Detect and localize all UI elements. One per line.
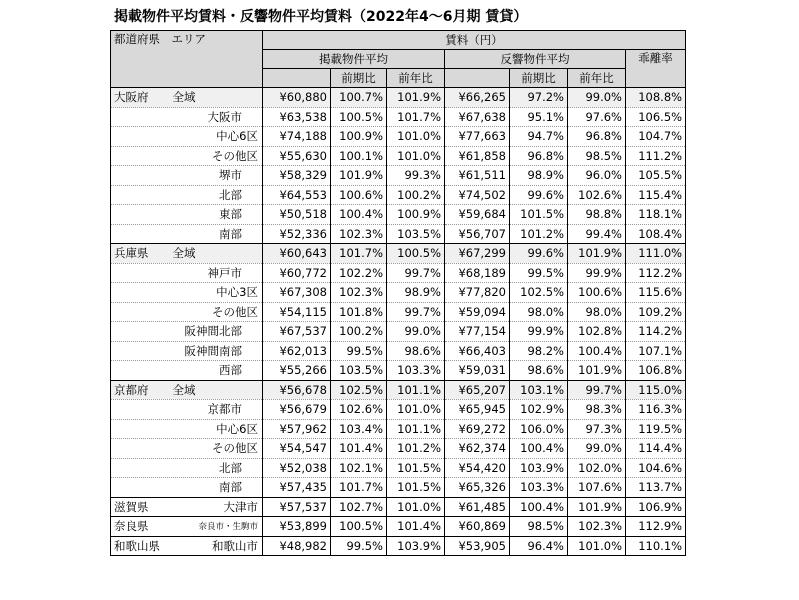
header-response-qoq: 前期比 (510, 69, 568, 88)
response-yoy-cell: 107.6% (568, 478, 626, 498)
listing-qoq-cell: 99.5% (331, 536, 387, 556)
area-cell (111, 497, 263, 517)
prefecture-label: 兵庫県 (114, 246, 149, 261)
response-rent-cell: ¥67,638 (445, 107, 510, 127)
response-yoy-cell: 98.8% (568, 205, 626, 225)
table-title: 掲載物件平均賃料・反響物件平均賃料（2022年4～6月期 賃貸） (114, 9, 528, 25)
listing-yoy-cell: 101.0% (387, 497, 445, 517)
rent-table (110, 30, 686, 556)
area-cell (111, 146, 263, 166)
area-label: 京都市 (207, 402, 242, 417)
area-cell (111, 536, 263, 556)
response-qoq-cell: 95.1% (510, 107, 568, 127)
header-response: 反響物件平均 (445, 50, 626, 69)
table-row (111, 341, 686, 361)
response-yoy-cell: 101.9% (568, 361, 626, 381)
response-qoq-cell: 101.5% (510, 205, 568, 225)
area-label: 東部 (219, 207, 242, 222)
area-label: 阪神間南部 (184, 343, 242, 358)
response-qoq-cell: 98.0% (510, 302, 568, 322)
listing-rent-cell: ¥58,329 (263, 166, 331, 186)
table-row (111, 400, 686, 420)
listing-qoq-cell: 102.5% (331, 380, 387, 400)
gap-rate-cell: 119.5% (626, 419, 686, 439)
table-row (111, 322, 686, 342)
gap-rate-cell: 111.2% (626, 146, 686, 166)
header-listing-yoy: 前年比 (387, 69, 445, 88)
listing-qoq-cell: 101.7% (331, 244, 387, 264)
response-rent-cell: ¥62,374 (445, 439, 510, 459)
area-cell (111, 458, 263, 478)
area-cell (111, 244, 263, 264)
gap-rate-cell: 104.6% (626, 458, 686, 478)
listing-yoy-cell: 100.9% (387, 205, 445, 225)
gap-rate-cell: 108.4% (626, 224, 686, 244)
response-yoy-cell: 99.7% (568, 380, 626, 400)
listing-yoy-cell: 99.7% (387, 302, 445, 322)
response-qoq-cell: 99.6% (510, 185, 568, 205)
listing-rent-cell: ¥60,772 (263, 263, 331, 283)
response-qoq-cell: 98.6% (510, 361, 568, 381)
response-rent-cell: ¥59,094 (445, 302, 510, 322)
response-yoy-cell: 96.0% (568, 166, 626, 186)
listing-qoq-cell: 101.8% (331, 302, 387, 322)
response-rent-cell: ¥61,511 (445, 166, 510, 186)
gap-rate-cell: 110.1% (626, 536, 686, 556)
gap-rate-cell: 114.2% (626, 322, 686, 342)
area-label: 北部 (219, 460, 242, 475)
listing-rent-cell: ¥64,553 (263, 185, 331, 205)
listing-yoy-cell: 101.9% (387, 88, 445, 108)
gap-rate-cell: 109.2% (626, 302, 686, 322)
header-gap: 乖離率 (626, 50, 686, 88)
response-rent-cell: ¥77,154 (445, 322, 510, 342)
response-qoq-cell: 101.2% (510, 224, 568, 244)
prefecture-label: 和歌山県 (114, 538, 160, 553)
response-qoq-cell: 103.3% (510, 478, 568, 498)
response-rent-cell: ¥65,207 (445, 380, 510, 400)
listing-rent-cell: ¥60,880 (263, 88, 331, 108)
listing-rent-cell: ¥53,899 (263, 517, 331, 537)
response-rent-cell: ¥77,663 (445, 127, 510, 147)
response-rent-cell: ¥56,707 (445, 224, 510, 244)
gap-rate-cell: 115.6% (626, 283, 686, 303)
area-label: 全域 (172, 90, 196, 105)
area-cell (111, 107, 263, 127)
listing-yoy-cell: 98.9% (387, 283, 445, 303)
listing-yoy-cell: 100.5% (387, 244, 445, 264)
response-rent-cell: ¥67,299 (445, 244, 510, 264)
area-cell (111, 166, 263, 186)
response-rent-cell: ¥65,945 (445, 400, 510, 420)
response-rent-cell: ¥65,326 (445, 478, 510, 498)
gap-rate-cell: 114.4% (626, 439, 686, 459)
response-yoy-cell: 97.6% (568, 107, 626, 127)
listing-qoq-cell: 99.5% (331, 341, 387, 361)
response-yoy-cell: 100.6% (568, 283, 626, 303)
response-yoy-cell: 97.3% (568, 419, 626, 439)
listing-rent-cell: ¥56,678 (263, 380, 331, 400)
response-rent-cell: ¥66,403 (445, 341, 510, 361)
response-yoy-cell: 100.4% (568, 341, 626, 361)
listing-rent-cell: ¥62,013 (263, 341, 331, 361)
response-qoq-cell: 102.9% (510, 400, 568, 420)
response-rent-cell: ¥54,420 (445, 458, 510, 478)
response-rent-cell: ¥59,684 (445, 205, 510, 225)
listing-yoy-cell: 100.2% (387, 185, 445, 205)
listing-qoq-cell: 102.6% (331, 400, 387, 420)
area-cell (111, 380, 263, 400)
table-row (111, 517, 686, 537)
response-qoq-cell: 96.4% (510, 536, 568, 556)
area-label: 堺市 (219, 168, 242, 183)
response-rent-cell: ¥66,265 (445, 88, 510, 108)
area-label: その他区 (212, 148, 258, 163)
header-listing-qoq: 前期比 (331, 69, 387, 88)
response-yoy-cell: 99.0% (568, 88, 626, 108)
listing-rent-cell: ¥55,266 (263, 361, 331, 381)
listing-qoq-cell: 100.2% (331, 322, 387, 342)
listing-yoy-cell: 101.0% (387, 146, 445, 166)
response-rent-cell: ¥53,905 (445, 536, 510, 556)
listing-qoq-cell: 101.7% (331, 478, 387, 498)
area-label: 南部 (219, 480, 242, 495)
area-cell (111, 341, 263, 361)
header-rent: 賃料（円） (263, 31, 686, 50)
response-qoq-cell: 94.7% (510, 127, 568, 147)
table-row (111, 263, 686, 283)
response-rent-cell: ¥59,031 (445, 361, 510, 381)
area-cell (111, 185, 263, 205)
response-yoy-cell: 98.3% (568, 400, 626, 420)
table-row (111, 458, 686, 478)
listing-yoy-cell: 101.5% (387, 478, 445, 498)
listing-qoq-cell: 102.3% (331, 224, 387, 244)
listing-rent-cell: ¥57,962 (263, 419, 331, 439)
listing-yoy-cell: 99.7% (387, 263, 445, 283)
table-row (111, 283, 686, 303)
gap-rate-cell: 106.8% (626, 361, 686, 381)
response-rent-cell: ¥61,485 (445, 497, 510, 517)
response-qoq-cell: 100.4% (510, 439, 568, 459)
table-row (111, 380, 686, 400)
response-qoq-cell: 98.5% (510, 517, 568, 537)
gap-rate-cell: 108.8% (626, 88, 686, 108)
table-row (111, 439, 686, 459)
listing-yoy-cell: 101.1% (387, 380, 445, 400)
response-qoq-cell: 103.9% (510, 458, 568, 478)
listing-rent-cell: ¥55,630 (263, 146, 331, 166)
table-row (111, 361, 686, 381)
response-rent-cell: ¥74,502 (445, 185, 510, 205)
gap-rate-cell: 111.0% (626, 244, 686, 264)
gap-rate-cell: 115.0% (626, 380, 686, 400)
listing-qoq-cell: 101.9% (331, 166, 387, 186)
area-label: 阪神間北部 (184, 324, 242, 339)
response-qoq-cell: 100.4% (510, 497, 568, 517)
gap-rate-cell: 116.3% (626, 400, 686, 420)
listing-rent-cell: ¥60,643 (263, 244, 331, 264)
listing-qoq-cell: 100.6% (331, 185, 387, 205)
listing-qoq-cell: 103.5% (331, 361, 387, 381)
area-label: 南部 (219, 226, 242, 241)
response-qoq-cell: 106.0% (510, 419, 568, 439)
table-row (111, 166, 686, 186)
response-yoy-cell: 99.0% (568, 439, 626, 459)
listing-yoy-cell: 101.1% (387, 419, 445, 439)
area-cell (111, 88, 263, 108)
area-label: 中心6区 (216, 421, 258, 436)
listing-rent-cell: ¥74,188 (263, 127, 331, 147)
response-yoy-cell: 98.5% (568, 146, 626, 166)
response-qoq-cell: 103.1% (510, 380, 568, 400)
table-row (111, 127, 686, 147)
response-yoy-cell: 99.4% (568, 224, 626, 244)
response-yoy-cell: 101.9% (568, 244, 626, 264)
listing-yoy-cell: 99.3% (387, 166, 445, 186)
area-label: 中心6区 (216, 129, 258, 144)
area-label: その他区 (212, 441, 258, 456)
area-cell (111, 517, 263, 537)
response-rent-cell: ¥68,189 (445, 263, 510, 283)
table-row (111, 244, 686, 264)
area-cell (111, 419, 263, 439)
listing-rent-cell: ¥52,038 (263, 458, 331, 478)
listing-qoq-cell: 102.7% (331, 497, 387, 517)
area-label: その他区 (212, 304, 258, 319)
area-label: 中心3区 (216, 285, 258, 300)
listing-yoy-cell: 101.5% (387, 458, 445, 478)
header-response-blank (445, 69, 510, 88)
listing-qoq-cell: 100.5% (331, 517, 387, 537)
area-cell (111, 263, 263, 283)
response-rent-cell: ¥61,858 (445, 146, 510, 166)
response-yoy-cell: 102.6% (568, 185, 626, 205)
area-label: 西部 (219, 363, 242, 378)
prefecture-label: 奈良県 (114, 519, 149, 534)
gap-rate-cell: 112.9% (626, 517, 686, 537)
listing-yoy-cell: 99.0% (387, 322, 445, 342)
area-cell (111, 322, 263, 342)
table-row (111, 205, 686, 225)
listing-rent-cell: ¥56,679 (263, 400, 331, 420)
response-rent-cell: ¥69,272 (445, 419, 510, 439)
area-label: 北部 (219, 187, 242, 202)
listing-qoq-cell: 102.3% (331, 283, 387, 303)
listing-rent-cell: ¥57,537 (263, 497, 331, 517)
listing-yoy-cell: 103.3% (387, 361, 445, 381)
listing-yoy-cell: 103.9% (387, 536, 445, 556)
gap-rate-cell: 112.2% (626, 263, 686, 283)
listing-rent-cell: ¥63,538 (263, 107, 331, 127)
gap-rate-cell: 118.1% (626, 205, 686, 225)
response-rent-cell: ¥77,820 (445, 283, 510, 303)
response-yoy-cell: 101.0% (568, 536, 626, 556)
listing-rent-cell: ¥54,547 (263, 439, 331, 459)
listing-qoq-cell: 100.9% (331, 127, 387, 147)
response-qoq-cell: 96.8% (510, 146, 568, 166)
area-cell (111, 439, 263, 459)
table-row (111, 224, 686, 244)
response-qoq-cell: 98.2% (510, 341, 568, 361)
response-yoy-cell: 101.9% (568, 497, 626, 517)
area-cell (111, 224, 263, 244)
table-row (111, 107, 686, 127)
listing-qoq-cell: 102.1% (331, 458, 387, 478)
prefecture-label: 滋賀県 (114, 499, 149, 514)
response-yoy-cell: 99.9% (568, 263, 626, 283)
response-yoy-cell: 102.0% (568, 458, 626, 478)
listing-rent-cell: ¥57,435 (263, 478, 331, 498)
gap-rate-cell: 107.1% (626, 341, 686, 361)
listing-yoy-cell: 101.0% (387, 127, 445, 147)
gap-rate-cell: 106.5% (626, 107, 686, 127)
listing-yoy-cell: 101.0% (387, 400, 445, 420)
table-row (111, 88, 686, 108)
listing-qoq-cell: 100.4% (331, 205, 387, 225)
gap-rate-cell: 104.7% (626, 127, 686, 147)
table-row (111, 146, 686, 166)
table-row (111, 536, 686, 556)
area-label: 奈良市・生駒市 (198, 522, 258, 533)
response-qoq-cell: 99.5% (510, 263, 568, 283)
response-rent-cell: ¥60,869 (445, 517, 510, 537)
listing-rent-cell: ¥67,308 (263, 283, 331, 303)
listing-qoq-cell: 102.2% (331, 263, 387, 283)
table-row (111, 497, 686, 517)
response-qoq-cell: 102.5% (510, 283, 568, 303)
area-cell (111, 478, 263, 498)
listing-qoq-cell: 100.7% (331, 88, 387, 108)
listing-yoy-cell: 103.5% (387, 224, 445, 244)
header-listing: 掲載物件平均 (263, 50, 445, 69)
listing-yoy-cell: 101.7% (387, 107, 445, 127)
gap-rate-cell: 105.5% (626, 166, 686, 186)
gap-rate-cell: 106.9% (626, 497, 686, 517)
response-qoq-cell: 97.2% (510, 88, 568, 108)
response-qoq-cell: 99.9% (510, 322, 568, 342)
area-label: 神戸市 (207, 265, 242, 280)
response-yoy-cell: 102.8% (568, 322, 626, 342)
response-qoq-cell: 98.9% (510, 166, 568, 186)
area-cell (111, 205, 263, 225)
area-cell (111, 283, 263, 303)
gap-rate-cell: 115.4% (626, 185, 686, 205)
area-label: 全域 (172, 382, 196, 397)
listing-rent-cell: ¥48,982 (263, 536, 331, 556)
response-yoy-cell: 96.8% (568, 127, 626, 147)
listing-rent-cell: ¥54,115 (263, 302, 331, 322)
prefecture-label: 大阪府 (114, 90, 149, 105)
table-row (111, 419, 686, 439)
area-label: 全域 (172, 246, 196, 261)
listing-qoq-cell: 100.1% (331, 146, 387, 166)
area-label: 大阪市 (207, 109, 242, 124)
prefecture-label: 京都府 (114, 382, 149, 397)
area-label: 大津市 (223, 499, 258, 514)
area-cell (111, 302, 263, 322)
listing-qoq-cell: 101.4% (331, 439, 387, 459)
area-label: 和歌山市 (212, 538, 258, 553)
header-response-yoy: 前年比 (568, 69, 626, 88)
response-yoy-cell: 98.0% (568, 302, 626, 322)
table-row (111, 478, 686, 498)
listing-rent-cell: ¥50,518 (263, 205, 331, 225)
response-qoq-cell: 99.6% (510, 244, 568, 264)
response-yoy-cell: 102.3% (568, 517, 626, 537)
header-area: 都道府県 エリア (111, 31, 263, 88)
listing-rent-cell: ¥67,537 (263, 322, 331, 342)
area-cell (111, 361, 263, 381)
listing-yoy-cell: 101.2% (387, 439, 445, 459)
gap-rate-cell: 113.7% (626, 478, 686, 498)
listing-yoy-cell: 101.4% (387, 517, 445, 537)
listing-qoq-cell: 100.5% (331, 107, 387, 127)
table-row (111, 302, 686, 322)
header-listing-blank (263, 69, 331, 88)
listing-qoq-cell: 103.4% (331, 419, 387, 439)
area-cell (111, 127, 263, 147)
table-row (111, 185, 686, 205)
area-cell (111, 400, 263, 420)
listing-rent-cell: ¥52,336 (263, 224, 331, 244)
listing-yoy-cell: 98.6% (387, 341, 445, 361)
